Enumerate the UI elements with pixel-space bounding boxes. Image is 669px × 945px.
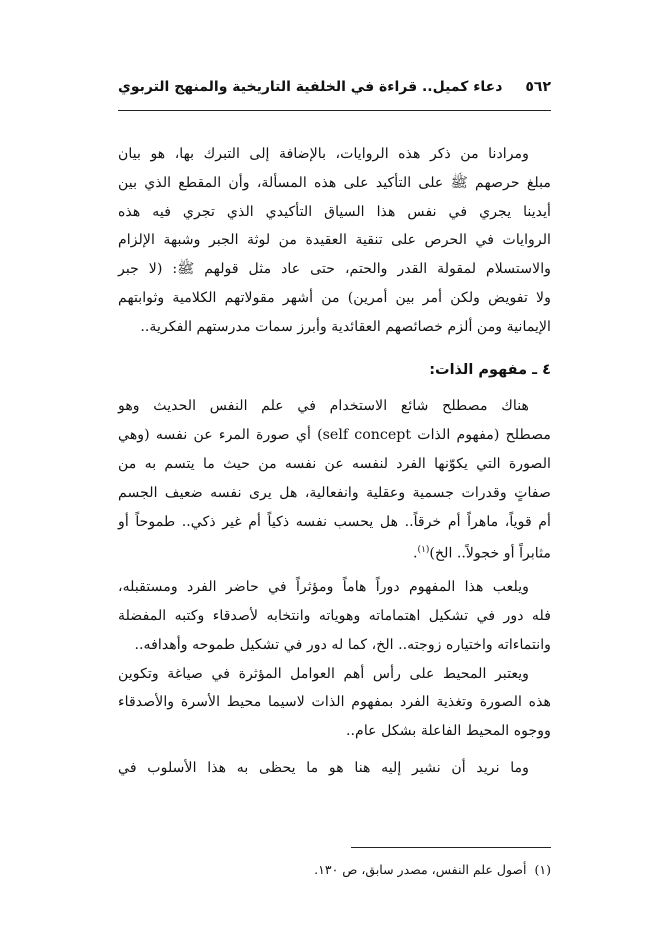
text-line: مبلغ حرصهم ﷺ على التأكيد على هذه المسألة، وأن المقطع الذي بين: [118, 174, 551, 191]
footnote-marker: (١): [534, 862, 551, 877]
text-line: وانتماءاته واختياره زوجته.. الخ، كما له دور في تشكيل طموحه وأهدافه..: [134, 636, 551, 653]
paragraph-environment: [118, 660, 551, 746]
text-fragment: .: [413, 546, 418, 563]
text-line: ومرادنا من ذكر هذه الروايات، بالإضافة إلى التبرك بها، هو بيان: [118, 146, 529, 162]
paragraph-role: [118, 573, 551, 659]
paragraph-self-concept: [118, 392, 551, 565]
page-number: ٥٦٢: [525, 79, 551, 95]
text-line: وما نريد أن نشير إليه هنا هو ما يحظى به هذا الأسلوب في: [118, 759, 529, 776]
footnote-rule: [351, 847, 551, 848]
footnote-reference: (١): [417, 545, 430, 556]
text-line: الصورة التي يكوّنها الفرد لنفسه عن نفسه من حيث ما يتسم به من: [118, 455, 551, 472]
text-line: الإيمانية ومن ألزم خصائصهم العقائدية وأبرز سمات مدرستهم الفكرية..: [140, 318, 551, 335]
text-line: أيدينا يجري في نفس هذا السياق التأكيدي الذي تجري فيه هذه: [118, 203, 551, 220]
text-line: والاستسلام لمقولة القدر والحتم، حتى عاد مثل قولهم ﷺ: (لا جبر: [118, 261, 551, 278]
paragraph-intro: [118, 140, 551, 342]
text-line: ويعتبر المحيط على رأس أهم العوامل المؤثرة في صياغة وتكوين: [118, 665, 529, 682]
running-header: [118, 72, 551, 102]
text-line: الروايات في الحرص على تنقية العقيدة من لوثة الجبر وشبهة الإلزام: [118, 232, 551, 249]
text-line: فله دور في تشكيل اهتماماته وهوياته وانتخابه لأصدقاء وكتبه المفضلة: [118, 607, 551, 624]
section-heading: ٤ ـ مفهوم الذات:: [429, 361, 551, 378]
text-fragment: مثابراً أو خجولاً.. الخ): [429, 546, 551, 563]
text-line: مصطلح (مفهوم الذات self concept) أي صورة المرء عن نفسه (وهي: [118, 427, 551, 444]
paragraph-continued: [118, 754, 551, 783]
text-line: [118, 536, 551, 565]
text-line: أم قوياً، ماهراً أم خرقاً.. هل يحسب نفسه ذكياً أم غير ذكي.. طموحاً أو: [118, 513, 551, 530]
text-line: ويلعب هذا المفهوم دوراً هاماً ومؤثراً في حاضر الفرد ومستقبله،: [118, 579, 529, 596]
text-line: صفاتٍ وقدرات جسمية وعقلية وانفعالية، هل يرى نفسه ضعيف الجسم: [118, 484, 551, 501]
footnote-text: أصول علم النفس، مصدر سابق، ص ١٣٠.: [314, 862, 527, 877]
text-line: ولا تفويض ولكن أمر بين أمرين) من أشهر مقولاتهم الكلامية وثوابتهم: [118, 289, 551, 306]
footnote: [118, 858, 551, 882]
running-title: دعاء كميل.. قراءة في الخلفية التاريخية والمنهج التربوي: [118, 79, 503, 95]
text-line: ووجوه المحيط الفاعلة بشكل عام..: [346, 723, 551, 740]
text-line: هذه الصورة وتغذية الفرد بمفهوم الذات لاسيما محيط الأسرة والأصدقاء: [118, 694, 551, 711]
page-body: [118, 140, 551, 783]
header-rule: [118, 110, 551, 111]
text-line: هناك مصطلح شائع الاستخدام في علم النفس الحديث وهو: [118, 398, 529, 415]
